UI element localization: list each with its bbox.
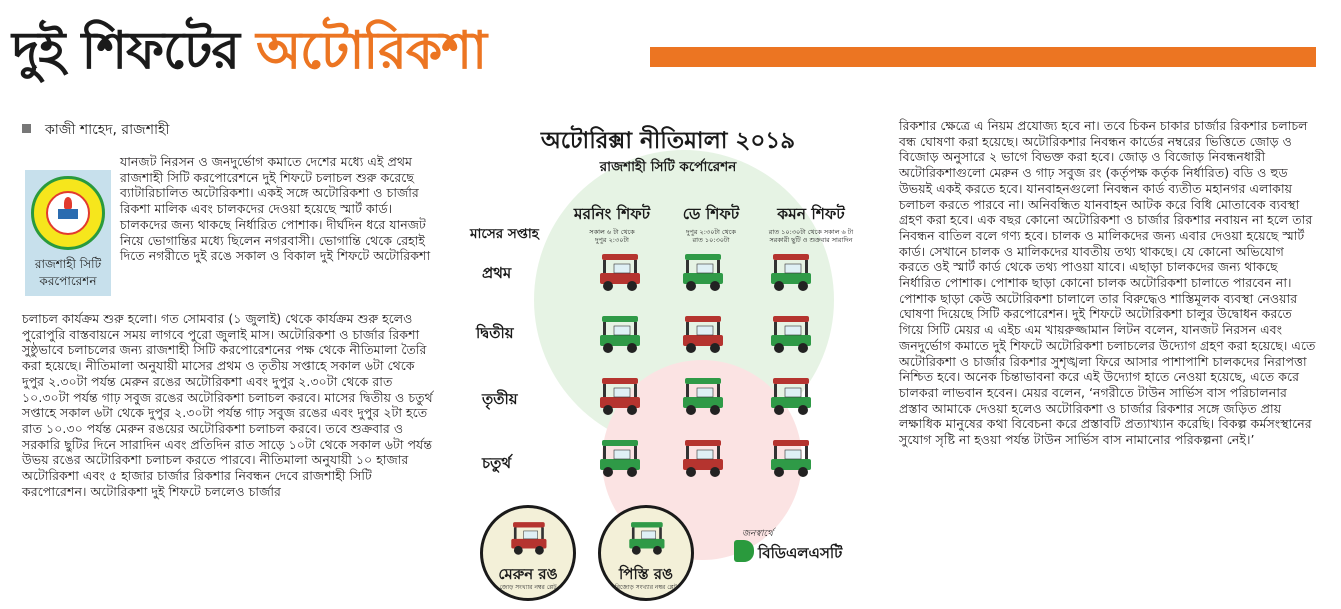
- rickshaw-roof: [513, 522, 545, 527]
- rickshaw-pillar: [632, 527, 635, 539]
- publisher-logo-icon: [734, 540, 754, 562]
- shift-time-note: দুপুর ২:৩০টা: [595, 236, 629, 244]
- article-column-left-bottom: [22, 311, 434, 499]
- badge-note: বিজোড় সংখ্যার নম্বর প্লেট: [614, 584, 678, 591]
- rickshaw-pillar: [603, 260, 606, 274]
- rickshaw-wheel: [686, 405, 696, 415]
- rickshaw-wheel: [798, 343, 808, 353]
- emblem-inner: [46, 191, 90, 235]
- shift-time-note: রাত ১০:৩০টা: [692, 236, 730, 244]
- rickshaw-wheel: [603, 467, 613, 477]
- article-paragraph: যানজট নিরসন ও জনদুর্ভোগ কমাতে দেশের মধ্যে এই প্রথম রাজশাহী সিটি করপোরেশনে দুই শিফটে চলাচল শুরু করেছে ব্যাটারিচালিত অটোরিকশা। একই সঙ্গে অটোরিকশা ও চার্জার রিকশা মালিক এবং চালকদের দেওয়া হয়েছে স্মার্ট কার্ড। চালকদের জন্য থাকছে নির্ধারিত পোশাক। দীর্ঘদিন ধরে যানজট নিয়ে ভোগান্তির মধ্যে ছিলেন নগরবাসী। ভোগান্তি থেকে রেহাই দিতে নগরীতে দুই রঙে সকাল ও বিকাল দুই শিফটে অটোরিকশা: [120, 154, 431, 264]
- shift-header-common: [754, 202, 868, 244]
- rickshaw-wheel: [627, 281, 637, 291]
- rickshaw-icon: [677, 250, 727, 294]
- rickshaw-window: [785, 388, 801, 397]
- rickshaw-icon: [677, 374, 727, 418]
- rickshaw-window: [614, 264, 630, 273]
- rickshaw-icon: [765, 250, 815, 294]
- rickshaw-roof: [685, 378, 721, 384]
- rickshaw-window: [614, 450, 630, 459]
- rickshaw-icon: [677, 436, 727, 480]
- city-corporation-emblem-icon: [31, 176, 105, 250]
- logo-caption-line2: করপোরেশন: [39, 274, 97, 288]
- shift-time-note: সকাল ৬ টা থেকে: [589, 228, 635, 236]
- autorickshaw-policy-infographic: [452, 110, 884, 605]
- headline: [12, 6, 486, 96]
- badge-title: পিস্তি রঙ: [618, 565, 674, 583]
- publisher-note: জনস্বার্থে: [742, 529, 773, 539]
- article-paragraph: চলাচল কার্যক্রম শুরু হলো। গত সোমবার (১ জুলাই) থেকে কার্যক্রম শুরু হলেও পুরোপুরি বাস্তবায়নে সময় লাগবে পুরো জুলাই মাস। অটোরিকশা ও চার্জার রিকশা সুষ্ঠুভাবে চলাচলের জন্য রাজশাহী সিটি করপোরেশনের পক্ষ থেকে নীতিমালা তৈরি করা হয়েছে। নীতিমালা অনুযায়ী মাসের প্রথম ও তৃতীয় সপ্তাহে সকাল ৬টা থেকে দুপুর ২.৩০টা পর্যন্ত মেরুন রঙের অটোরিকশা এবং দুপুর ২.৩০টা থেকে রাত ১০.৩০টা পর্যন্ত গাঢ় সবুজ রঙের অটোরিকশা চলাচল করবে। মাসের দ্বিতীয় ও চতুর্থ সপ্তাহে সকাল ৬টা থেকে দুপুর ২.৩০টা পর্যন্ত গাঢ় সবুজ রঙের এবং দুপুর ২টা হতে রাত ১০.৩০ পর্যন্ত মেরুন রঙয়ের অটোরিকশা চলাচল করবে। তবে শুক্রবার ও সরকারি ছুটির দিনে সারাদিন এবং প্রতিদিন রাত সাড়ে ১০টা থেকে সকাল ৬টা পর্যন্ত উভয় রঙের অটোরিকশা চলাচল করতে পারবে। নীতিমালা অনুযায়ী ১০ হাজার অটোরিকশা এবং ৫ হাজার চার্জার রিকশার নিবন্ধন দেবে রাজশাহী সিটি করপোরেশন। অটোরিকশা দুই শিফটে চললেও চার্জার: [22, 311, 433, 499]
- rickshaw-pillar: [686, 260, 689, 274]
- rickshaw-pillar: [774, 322, 777, 336]
- rickshaw-wheel: [710, 281, 720, 291]
- rickshaw-wheel: [653, 546, 662, 555]
- rickshaw-wheel: [627, 467, 637, 477]
- shift-time-note: দুপুর ২:৩০টা থেকে: [686, 228, 736, 236]
- rickshaw-roof: [602, 440, 638, 446]
- byline: [22, 118, 169, 142]
- rickshaw-icon: [624, 518, 668, 558]
- article-paragraph: রিকশার ক্ষেত্রে এ নিয়ম প্রযোজ্য হবে না। তবে চিকন চাকার চার্জার রিকশার চলাচল বন্ধ ঘোষণা করা হয়েছে। অটোরিকশার নিবন্ধন কার্ডের নম্বরের ভিত্তিতে জোড় ও বিজোড় অনুসারে ২ ভাগে বিভক্ত করা হবে। জোড় ও বিজোড় নিবন্ধনধারী অটোরিকশাগুলো মেরুন ও গাঢ় সবুজ রং (কর্তৃপক্ষ কর্তৃক নির্ধারিত) বডি ও হুড উভয়ই একই করতে হবে। যানবাহনগুলো নিবন্ধন কার্ড ব্যতীত মহানগর এলাকায় চলাচল করতে পারবে না। অনিবন্ধিত যানবাহন আটক করে বিধি মোতাবেক ব্যবস্থা গ্রহণ করা হবে। এক বছর কোনো অটোরিকশা ও চার্জার রিকশার নবায়ন না হলে তার নিবন্ধন বাতিল বলে গণ্য হবে। চালক ও মালিকদের জন্য এবার দেওয়া হয়েছে স্মার্ট কার্ড। সেখানে চালক ও মালিকদের যাবতীয় তথ্য থাকছে। যে কোনো অভিযোগ করতে ওই স্মার্ট কার্ড থেকে তথ্য পাওয়া যাবে। এছাড়া চালকদের জন্য থাকছে নির্ধারিত পোশাক। পোশাক ছাড়া কোনো চালক অটোরিকশা চালাতে পারবেন না। পোশাক ছাড়া কেউ অটোরিকশা চালালে তার বিরুদ্ধেও শাস্তিমূলক ব্যবস্থা নেওয়ার ঘোষণা দিয়েছে সিটি করপোরেশন। দুই শিফটে অটোরিকশা চালুর উদ্বোধন করতে গিয়ে সিটি মেয়র এ এইচ এম খায়রুজ্জামান লিটন বলেন, যানজট নিরসন এবং জনদুর্ভোগ কমাতে দুই শিফটে অটোরিকশা চলাচলের উদ্যোগ গ্রহণ করা হয়েছে। এতে অটোরিকশা ও চার্জার রিকশার সুশৃঙ্খলা ফিরে আসার পাশাপাশি চালকদের নিরাপত্তা নিশ্চিত হবে। অনেক চিন্তাভাবনা করে এই উদ্যোগ হাতে নেওয়া হয়েছে, এতে করে চালকরা লাভবান হবেন। মেয়র বলেন, ‘নগরীতে টাউন সার্ভিস বাস পরিচালনার প্রস্তাব আমাকে দেওয়া হলেও অটোরিকশা ও চার্জার রিকশার সঙ্গে জড়িত প্রায় লক্ষাধিক মানুষের কথা বিবেচনা করে প্রস্তাবটি প্রত্যাখ্যান করেছি। বিকল্প কর্মসংস্থানের সুযোগ সৃষ্টি না হওয়া পর্যন্ত টাউন সার্ভিস বাস নামানোর পরিকল্পনা নেই।’: [899, 118, 1316, 448]
- rickshaw-pillar: [774, 446, 777, 460]
- infographic-subtitle: রাজশাহী সিটি কর্পোরেশন: [599, 159, 737, 175]
- headline-accent-bar: [650, 47, 1316, 67]
- rickshaw-pillar: [634, 322, 637, 336]
- rickshaw-roof: [773, 378, 809, 384]
- shift-header-morning: [560, 202, 664, 244]
- flame-icon: [64, 197, 72, 209]
- rickshaw-pillar: [603, 446, 606, 460]
- rickshaw-window: [614, 326, 630, 335]
- rickshaw-roof: [685, 316, 721, 322]
- rickshaw-wheel: [686, 343, 696, 353]
- rickshaw-pillar: [603, 384, 606, 398]
- rickshaw-window: [785, 326, 801, 335]
- rickshaw-window: [697, 388, 713, 397]
- rickshaw-roof: [602, 254, 638, 260]
- week-label-second: দ্বিতীয়: [476, 324, 514, 342]
- rickshaw-icon: [765, 374, 815, 418]
- rickshaw-roof: [685, 440, 721, 446]
- infographic-title: অটোরিক্সা নীতিমালা ২০১৯: [540, 128, 796, 154]
- rickshaw-roof: [773, 440, 809, 446]
- rickshaw-window: [697, 264, 713, 273]
- rickshaw-wheel: [627, 343, 637, 353]
- rickshaw-pillar: [686, 322, 689, 336]
- week-column-header: মাসের সপ্তাহ: [470, 226, 539, 242]
- shift-time-note: সরকারী ছুটি ও শুক্রবার সারাদিন: [769, 236, 853, 244]
- rickshaw-window: [697, 326, 713, 335]
- badge-maroon: [480, 505, 576, 601]
- shift-title: ডে শিফট: [682, 205, 740, 223]
- rickshaw-window: [614, 388, 630, 397]
- rickshaw-wheel: [798, 281, 808, 291]
- rickshaw-wheel: [798, 467, 808, 477]
- rickshaw-wheel: [686, 467, 696, 477]
- rickshaw-icon: [506, 518, 550, 558]
- rickshaw-roof: [602, 316, 638, 322]
- rickshaw-wheel: [514, 546, 523, 555]
- rickshaw-window: [642, 531, 656, 539]
- rickshaw-icon: [594, 374, 644, 418]
- rickshaw-icon: [594, 250, 644, 294]
- rickshaw-wheel: [798, 405, 808, 415]
- rickshaw-pillar: [805, 446, 808, 460]
- publisher-logo: [734, 540, 842, 567]
- rickshaw-wheel: [686, 281, 696, 291]
- rickshaw-wheel: [774, 405, 784, 415]
- week-label-fourth: চতুর্থ: [482, 454, 512, 472]
- rickshaw-wheel: [774, 281, 784, 291]
- rickshaw-icon: [594, 436, 644, 480]
- rickshaw-roof: [685, 254, 721, 260]
- week-label-first: প্রথম: [482, 264, 512, 282]
- rickshaw-wheel: [632, 546, 641, 555]
- rickshaw-pillar: [659, 527, 662, 539]
- rickshaw-wheel: [603, 343, 613, 353]
- city-corporation-logo-box: [25, 170, 111, 296]
- rickshaw-roof: [773, 316, 809, 322]
- rickshaw-window: [785, 450, 801, 459]
- rickshaw-wheel: [710, 343, 720, 353]
- publisher-name: বিডিএলএসটি: [758, 544, 843, 562]
- rickshaw-wheel: [774, 343, 784, 353]
- rickshaw-pillar: [774, 384, 777, 398]
- shift-title: মরনিং শিফট: [573, 205, 651, 223]
- rickshaw-window: [524, 531, 538, 539]
- logo-caption-line1: রাজশাহী সিটি: [34, 257, 102, 271]
- rickshaw-wheel: [603, 405, 613, 415]
- rickshaw-pillar: [514, 527, 517, 539]
- rickshaw-wheel: [627, 405, 637, 415]
- logo-caption: [25, 256, 111, 290]
- headline-orange-part: অটোরিকশা: [256, 21, 487, 81]
- rickshaw-roof: [773, 254, 809, 260]
- rickshaw-pillar: [686, 384, 689, 398]
- badge-green: [598, 505, 694, 601]
- rickshaw-pillar: [717, 260, 720, 274]
- rickshaw-wheel: [535, 546, 544, 555]
- rickshaw-icon: [765, 312, 815, 356]
- article-column-left-top: [120, 154, 432, 264]
- rickshaw-pillar: [805, 260, 808, 274]
- rickshaw-pillar: [805, 322, 808, 336]
- book-icon: [58, 209, 78, 219]
- rickshaw-window: [697, 450, 713, 459]
- rickshaw-icon: [594, 312, 644, 356]
- rickshaw-pillar: [541, 527, 544, 539]
- badge-note: জোড় সংখ্যার নম্বর প্লেট: [499, 584, 557, 591]
- rickshaw-icon: [765, 436, 815, 480]
- rickshaw-icon: [677, 312, 727, 356]
- article-column-right: [899, 118, 1317, 448]
- byline-text: কাজী শাহেদ, রাজশাহী: [45, 122, 170, 138]
- rickshaw-pillar: [774, 260, 777, 274]
- rickshaw-pillar: [717, 322, 720, 336]
- rickshaw-pillar: [634, 446, 637, 460]
- rickshaw-roof: [602, 378, 638, 384]
- rickshaw-pillar: [603, 322, 606, 336]
- badge-title: মেরুন রঙ: [498, 565, 558, 583]
- rickshaw-roof: [631, 522, 663, 527]
- rickshaw-window: [785, 264, 801, 273]
- rickshaw-wheel: [710, 405, 720, 415]
- rickshaw-pillar: [805, 384, 808, 398]
- rickshaw-pillar: [717, 384, 720, 398]
- headline-black-part: দুই শিফটের: [12, 21, 257, 81]
- rickshaw-wheel: [603, 281, 613, 291]
- rickshaw-pillar: [634, 384, 637, 398]
- shift-time-note: রাত ১০:৩০টা থেকে সকাল ৬ টা: [768, 228, 854, 236]
- rickshaw-wheel: [774, 467, 784, 477]
- shift-title: কমন শিফট: [777, 205, 845, 223]
- byline-square-icon: [22, 124, 31, 133]
- rickshaw-pillar: [717, 446, 720, 460]
- rickshaw-pillar: [634, 260, 637, 274]
- week-label-third: তৃতীয়: [482, 390, 518, 408]
- shift-header-day: [668, 202, 754, 244]
- rickshaw-wheel: [710, 467, 720, 477]
- rickshaw-pillar: [686, 446, 689, 460]
